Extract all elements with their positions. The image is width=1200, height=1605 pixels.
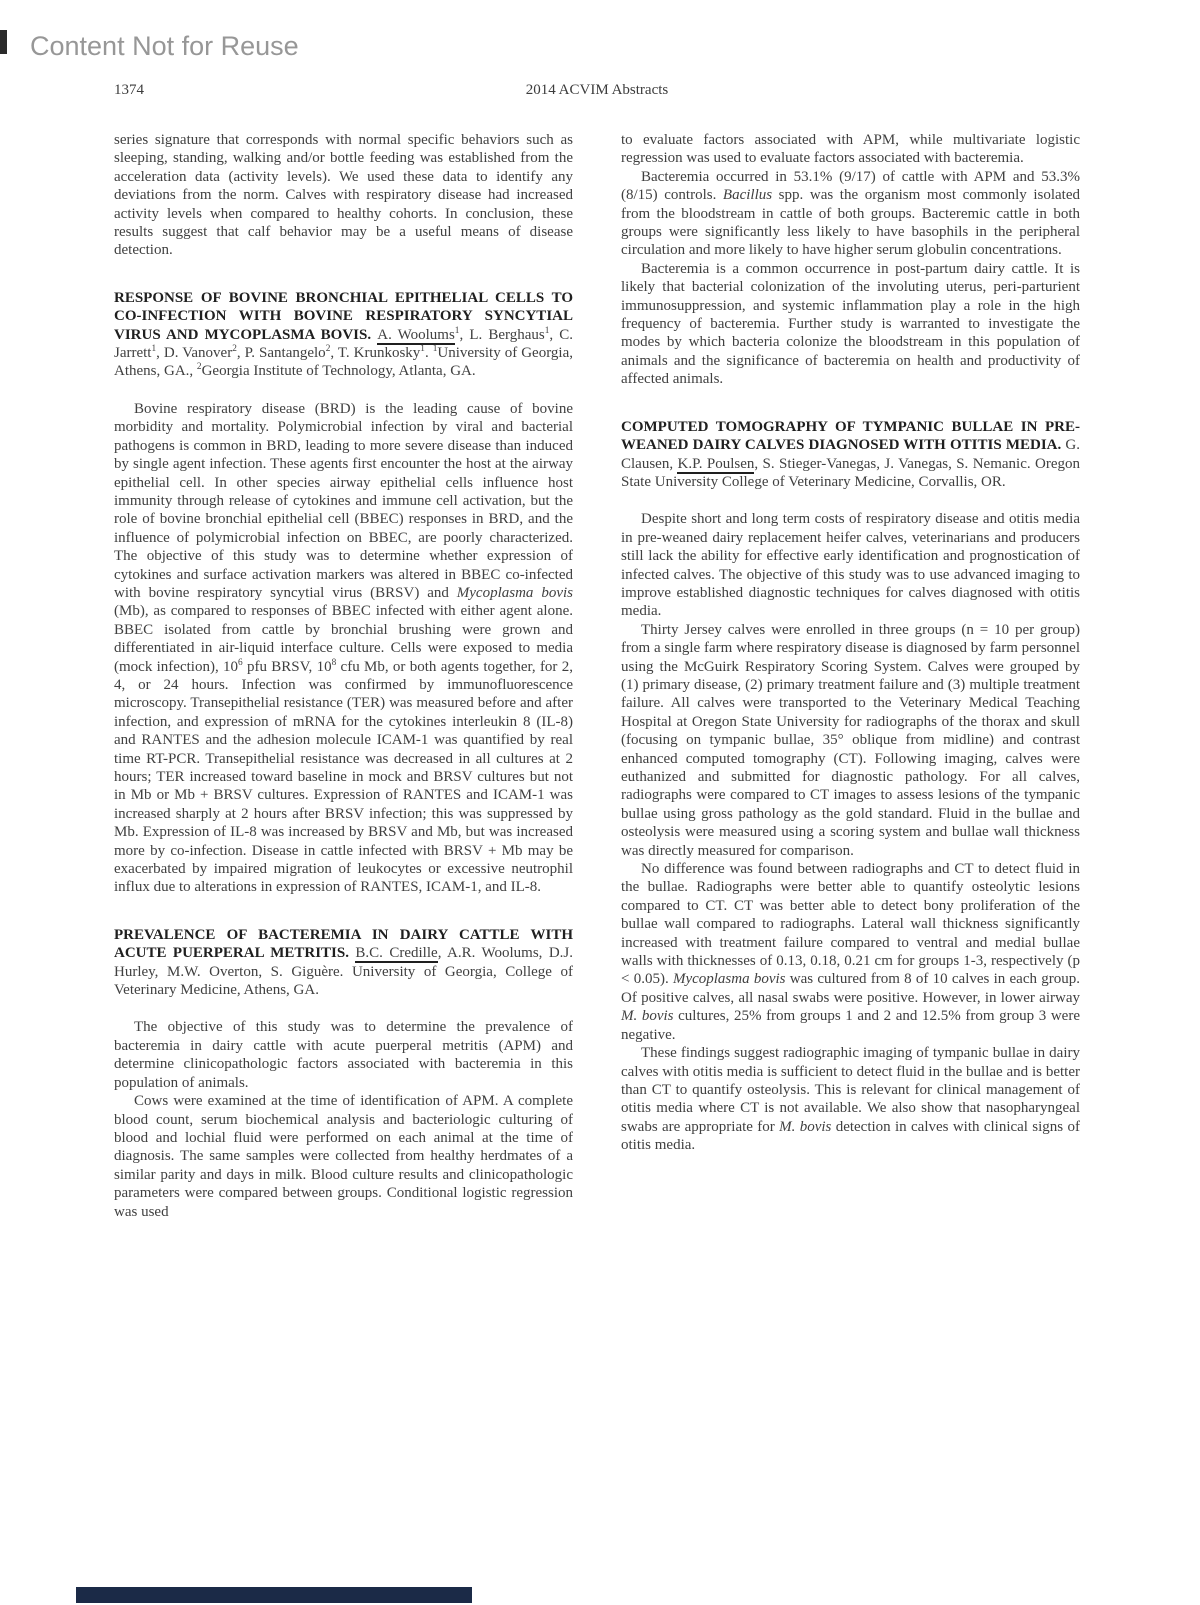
text-segment: A. Woolums	[377, 326, 455, 343]
text-segment: .	[424, 345, 433, 362]
text-segment: 1	[420, 344, 425, 355]
abstract-heading	[114, 926, 573, 1000]
text-segment: Bovine respiratory disease (BRD) is the leading cause of bovine morbidity and mortality. Polymicrobial infection by viral and bacterial pathogens is common in BRD, leading to more severe disease than induced by single agent infection. These agents first encounter the host at the airway epithelial cell. In other species airway epithelial cells influence host immunity through release of cytokines and immune cell activation, but the role of bovine bronchial epithelial cell (BBEC) responses in BRD, and the influence of polymicrobial infection on BBEC, are poorly characterized. The objective of this study was to determine whether expression of cytokines and surface activation markers was altered in BBEC co-infected with bovine respiratory syncytial virus (BRSV) and	[114, 400, 573, 601]
text-segment: Bacteremia occurred in 53.1% (9/17) of cattle with APM and 53.3% (8/15) controls.	[621, 168, 1080, 204]
text-segment: No difference was found between radiographs and CT to detect fluid in the bullae. Radiographs were better able to quantify osteolytic lesions compared to CT. CT was better able to detect bony proliferation of the bullae wall compared to radiographs. Lateral wall thickness significantly increased with treatment failure compared to ventral and medial bullae walls with thicknesses of 0.13, 0.18, 0.21 cm for groups 1-3, respectively (p < 0.05).	[621, 861, 1080, 988]
text-segment: , A.R. Woolums, D.J. Hurley, M.W. Overton, S. Giguère. University of Georgia, College of Veterinary Medicine, Athens, GA.	[114, 945, 574, 999]
text-segment: RESPONSE OF BOVINE BRONCHIAL EPITHELIAL CELLS TO CO-INFECTION WITH BOVINE RESPIRATORY SYNCYTIAL VIRUS AND MYCOPLASMA BOVIS.	[114, 289, 573, 343]
abstract-paragraph	[621, 1044, 1080, 1154]
footer-redaction-bar	[76, 1587, 472, 1603]
text-segment: (Mb), as compared to responses of BBEC infected with either agent alone. BBEC isolated from cattle by bronchial brushing were grown and differentiated in air-liquid interface culture. Cells were exposed to media (mock infection), 10	[114, 603, 573, 675]
right-column	[621, 131, 1080, 1221]
abstract-paragraph	[621, 131, 1080, 168]
abstract-paragraph	[621, 260, 1080, 389]
scan-edge-mark	[0, 30, 7, 54]
text-segment: The objective of this study was to determine the prevalence of bacteremia in dairy cattle with acute puerperal metritis (APM) and determine clinicopathologic factors associated with bacteremia in this population of animals.	[114, 1019, 573, 1091]
text-segment: Despite short and long term costs of respiratory disease and otitis media in pre-weaned dairy replacement heifer calves, veterinarians and producers still lack the ability for effective early identification and prognostication of infected calves. The objective of this study was to use advanced imaging to improve established diagnostic techniques for calves diagnosed with otitis media.	[621, 511, 1080, 620]
text-segment: University of Georgia, Athens, GA.,	[114, 345, 573, 380]
text-segment: , P. Santangelo	[236, 345, 326, 362]
text-segment: Thirty Jersey calves were enrolled in three groups (n = 10 per group) from a single farm where respiratory disease is diagnosed by farm personnel using the McGuirk Respiratory Scoring System. Calves were grouped by (1) primary disease, (2) primary treatment failure and (3) multiple treatment failure. All calves were transported to the Veterinary Medical Teaching Hospital at Oregon State University for radiographs of the thorax and skull (focusing on tympanic bullae, 35° oblique from midline) and contrast enhanced computed tomography (CT). Following imaging, calves were euthanized and submitted for diagnostic pathology. For all calves, radiographs were compared to CT images to assess lesions of the tympanic bullae using gross pathology as the gold standard. Fluid in the bullae and osteolysis were measured using a scoring system and bullae wall thickness was directly measured for comparison.	[621, 621, 1080, 859]
text-segment: 2	[196, 362, 202, 373]
text-segment: 2	[232, 344, 237, 355]
text-segment: detection in calves with clinical signs of otitis media.	[621, 1118, 1080, 1154]
journal-header-title: 2014 ACVIM Abstracts	[525, 82, 669, 98]
page-header	[114, 82, 1080, 99]
text-segment: , T. Krunkosky	[330, 345, 421, 362]
text-segment: , C. Jarrett	[114, 326, 574, 362]
text-segment: 6	[238, 657, 243, 668]
text-segment: 1	[432, 344, 438, 355]
text-segment: spp. was the organism most commonly isolated from the bloodstream in cattle of both groups. Bacteremic cattle in both groups were significantly less likely to have basophils in the peripheral circulation and more likely to have higher serum globulin concentrations.	[621, 187, 1080, 259]
watermark-text: Content Not for Reuse	[30, 31, 299, 61]
text-segment: 1	[544, 325, 550, 336]
abstract-paragraph	[114, 1092, 573, 1221]
text-segment: was cultured from 8 of 10 calves in each group. Of positive calves, all nasal swabs were positive. However, in lower airway	[621, 971, 1080, 1006]
abstract-paragraph	[621, 860, 1080, 1044]
abstract-heading	[114, 289, 573, 381]
text-segment: , S. Stieger-Vanegas, J. Vanegas, S. Nemanic. Oregon State University College of Veterinary Medicine, Corvallis, OR.	[621, 455, 1080, 490]
text-segment: B.C. Credille	[355, 945, 438, 962]
text-segment: to evaluate factors associated with APM, while multivariate logistic regression was used to evaluate factors associated with bacteremia.	[621, 132, 1080, 167]
abstract-heading	[621, 418, 1080, 492]
text-segment: 2	[325, 344, 331, 355]
abstract-paragraph	[621, 621, 1080, 860]
text-segment: , D. Vanover	[156, 345, 233, 362]
page-number: 1374	[114, 82, 144, 98]
abstract-paragraph	[621, 510, 1080, 620]
text-segment: M. bovis	[621, 1008, 674, 1025]
text-segment: Mycoplasma bovis	[672, 971, 786, 988]
abstract-columns	[114, 131, 1080, 1221]
text-segment: cfu Mb, or both agents together, for 2, 4, or 24 hours. Infection was confirmed by immunofluorescence microscopy. Transepithelial resistance (TER) was measured before and after infection, and expression of mRNA for the cytokines interleukin 8 (IL-8) and RANTES and the adhesion molecule ICAM-1 was quantified by real time RT-PCR. Transepithelial resistance was decreased in all cultures at 2 hours; TER increased toward baseline in mock and BRSV cultures but not in Mb or Mb + BRSV cultures. Expression of RANTES and ICAM-1 was increased sharply at 2 hours after BRSV infection; this was suppressed by Mb. Expression of IL-8 was increased by BRSV and Mb, but was increased more by co-infection. Disease in cattle infected with BRSV + Mb may be exacerbated by impaired migration of leukocytes or excessive neutrophil influx due to alterations in expression of RANTES, ICAM-1, and IL-8.	[114, 658, 573, 896]
text-segment: 8	[331, 657, 337, 668]
text-segment: 1	[151, 344, 157, 355]
text-segment: cultures, 25% from groups 1 and 2 and 12.5% from group 3 were negative.	[621, 1008, 1080, 1043]
text-segment: Cows were examined at the time of identification of APM. A complete blood count, serum biochemical analysis and bacteriologic culturing of blood and lochial fluid were performed on each animal at the time of diagnosis. The same samples were collected from healthy herdmates of a similar parity and days in milk. Blood culture results and clinicopathologic parameters were compared between groups. Conditional logistic regression was used	[114, 1093, 573, 1220]
abstract-paragraph	[114, 400, 573, 897]
text-segment: G. Clausen,	[621, 437, 1080, 472]
abstract-paragraph	[621, 168, 1080, 260]
text-segment: Georgia Institute of Technology, Atlanta, GA.	[201, 363, 476, 380]
text-segment: pfu BRSV, 10	[242, 658, 332, 675]
abstract-paragraph	[114, 131, 573, 260]
text-segment: M. bovis	[779, 1118, 832, 1135]
text-segment: 1	[454, 325, 460, 336]
text-segment: series signature that corresponds with normal specific behaviors such as sleeping, standing, walking and/or bottle feeding was established from the acceleration data (activity levels). We used these data to identify any deviations from the norm. Calves with respiratory disease had increased activity levels when compared to healthy cohorts. In conclusion, these results suggest that calf behavior may be a useful means of disease detection.	[114, 132, 573, 259]
left-column	[114, 131, 573, 1221]
text-segment: Mycoplasma bovis	[456, 584, 573, 601]
text-segment: Bacillus	[722, 187, 773, 204]
text-segment: COMPUTED TOMOGRAPHY OF TYMPANIC BULLAE IN PRE-WEANED DAIRY CALVES DIAGNOSED WITH OTITIS MEDIA.	[621, 418, 1080, 454]
text-segment: These findings suggest radiographic imaging of tympanic bullae in dairy calves with otitis media is sufficient to detect fluid in the bullae and is better than CT to quantify osteolysis. This is relevant for clinical management of otitis media where CT is not available. We also show that nasopharyngeal swabs are appropriate for	[621, 1045, 1080, 1135]
text-segment: PREVALENCE OF BACTEREMIA IN DAIRY CATTLE WITH ACUTE PUERPERAL METRITIS.	[114, 926, 573, 962]
text-segment: , L. Berghaus	[459, 326, 545, 343]
text-segment: K.P. Poulsen	[677, 455, 755, 472]
abstract-paragraph	[114, 1018, 573, 1092]
text-segment: Bacteremia is a common occurrence in post-partum dairy cattle. It is likely that bacterial colonization of the involuting uterus, peri-parturient immunosuppression, and systemic inflammation play a role in the high frequency of bacteremia. Further study is warranted to investigate the modes by which bacteria colonize the bloodstream in this population of animals and the significance of bacteremia on health and productivity of affected animals.	[621, 260, 1080, 388]
